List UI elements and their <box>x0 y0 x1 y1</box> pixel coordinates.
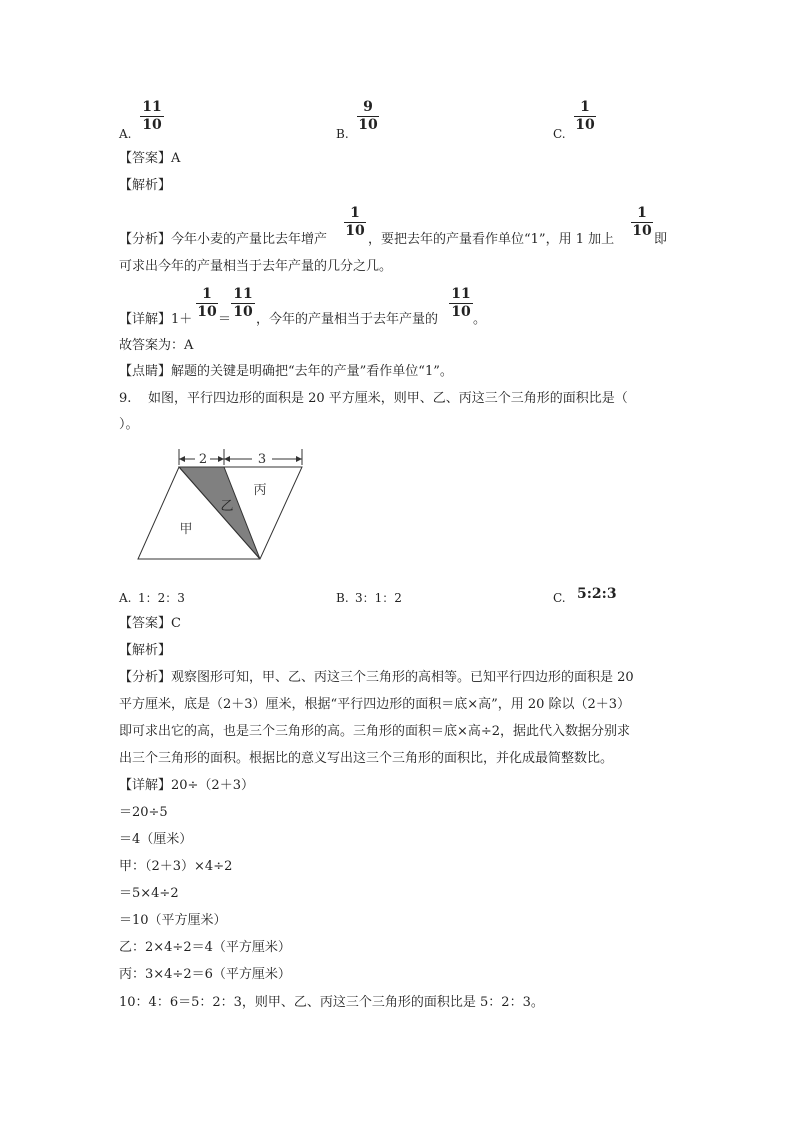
q9-option-b-text: 3：1：2 <box>355 591 402 605</box>
q9-analysis-line: 平方厘米，底是（2＋3）厘米，根据“平行四边形的面积＝底×高”，用 20 除以（2＋3） <box>119 697 631 712</box>
q8-analysis-part1: 【分析】今年小麦的产量比去年增产 <box>119 232 328 247</box>
q8-detail-prefix: 【详解】1＋ <box>119 312 193 327</box>
q9-detail-line: ＝10（平方厘米） <box>119 913 227 928</box>
label-bing: 丙 <box>253 483 267 498</box>
q8-detail-fraction-3: 11 10 <box>449 287 473 320</box>
q9-analysis-line: 【分析】观察图形可知，甲、乙、丙这三个三角形的高相等。已知平行四边形的面积是 20 <box>119 670 634 685</box>
q9-analysis-line: 即可求出它的高，也是三个三角形的高。三角形的面积＝底×高÷2，据此代入数据分别求 <box>119 724 631 739</box>
label-yi: 乙 <box>220 499 234 514</box>
q9-jiexi-heading: 【解析】 <box>119 643 172 658</box>
q9-detail-line: 丙：3×4÷2＝6（平方厘米） <box>119 967 291 982</box>
q8-analysis-part3: 即 <box>654 232 668 247</box>
q9-question-line2: ）。 <box>119 417 139 432</box>
label-jia: 甲 <box>179 522 193 537</box>
dim-arrow-3 <box>224 456 230 462</box>
q9-option-c-text: 5:2:3 <box>577 586 617 602</box>
q8-analysis-fraction-2: 1 10 <box>632 205 652 239</box>
q9-detail-line: 甲：（2＋3）×4÷2 <box>119 859 233 874</box>
q8-dianjing: 【点睛】解题的关键是明确把“去年的产量”看作单位“1”。 <box>119 364 453 379</box>
q8-detail-end: 。 <box>473 312 487 327</box>
q8-analysis-part2: ，要把去年的产量看作单位“1”，用 1 加上 <box>368 232 615 247</box>
q8-option-a-letter: A. <box>119 127 132 141</box>
q9-number: 9. <box>119 391 132 406</box>
q9-answer: 【答案】C <box>119 616 181 631</box>
q8-detail-mid: ，今年的产量相当于去年产量的 <box>256 312 439 327</box>
q8-option-b-letter: B. <box>336 127 349 141</box>
q9-option-a-letter: A. <box>119 591 132 605</box>
q9-detail-line: ＝4（厘米） <box>119 832 193 847</box>
q8-final-answer: 故答案为：A <box>119 338 194 353</box>
q8-detail-fraction-2: 11 10 <box>231 287 255 320</box>
q8-analysis-fraction-1: 1 10 <box>345 205 365 239</box>
q8-option-a-fraction: 11 10 <box>140 100 164 133</box>
q9-option-a-text: 1：2：3 <box>138 591 185 605</box>
dim-label-left: 2 <box>198 452 208 467</box>
q8-option-b-fraction: 9 10 <box>358 99 378 133</box>
q8-analysis-line2: 可求出今年的产量相当于去年产量的几分之几。 <box>119 259 393 274</box>
dim-label-right: 3 <box>257 452 267 467</box>
q8-detail-equals: ＝ <box>218 312 232 327</box>
parallelogram-figure <box>130 445 310 565</box>
q8-option-c-letter: C. <box>553 127 566 141</box>
q8-answer: 【答案】A <box>119 151 181 166</box>
dim-arrow-2 <box>218 456 224 462</box>
q8-detail-fraction-1: 1 10 <box>197 286 217 320</box>
q9-detail-line: ＝20÷5 <box>119 805 168 820</box>
q9-question-line1: 如图，平行四边形的面积是 20 平方厘米，则甲、乙、丙这三个三角形的面积比是（ <box>148 391 628 406</box>
q9-analysis-line: 出三个三角形的面积。根据比的意义写出这三个三角形的面积比，并化成最简整数比。 <box>119 751 614 766</box>
q9-option-b-letter: B. <box>336 591 349 605</box>
dim-arrow-1 <box>179 456 185 462</box>
q8-jiexi-heading: 【解析】 <box>119 178 172 193</box>
q9-detail-line: 【详解】20÷（2＋3） <box>119 778 254 793</box>
q9-detail-line: 乙：2×4÷2＝4（平方厘米） <box>119 940 291 955</box>
q9-detail-line: 10：4：6＝5：2：3，则甲、乙、丙这三个三角形的面积比是 5：2：3。 <box>119 995 544 1010</box>
q9-option-c-letter: C. <box>553 591 566 605</box>
q9-detail-line: ＝5×4÷2 <box>119 886 179 901</box>
q8-option-c-fraction: 1 10 <box>575 99 595 133</box>
dim-arrow-4 <box>296 456 302 462</box>
